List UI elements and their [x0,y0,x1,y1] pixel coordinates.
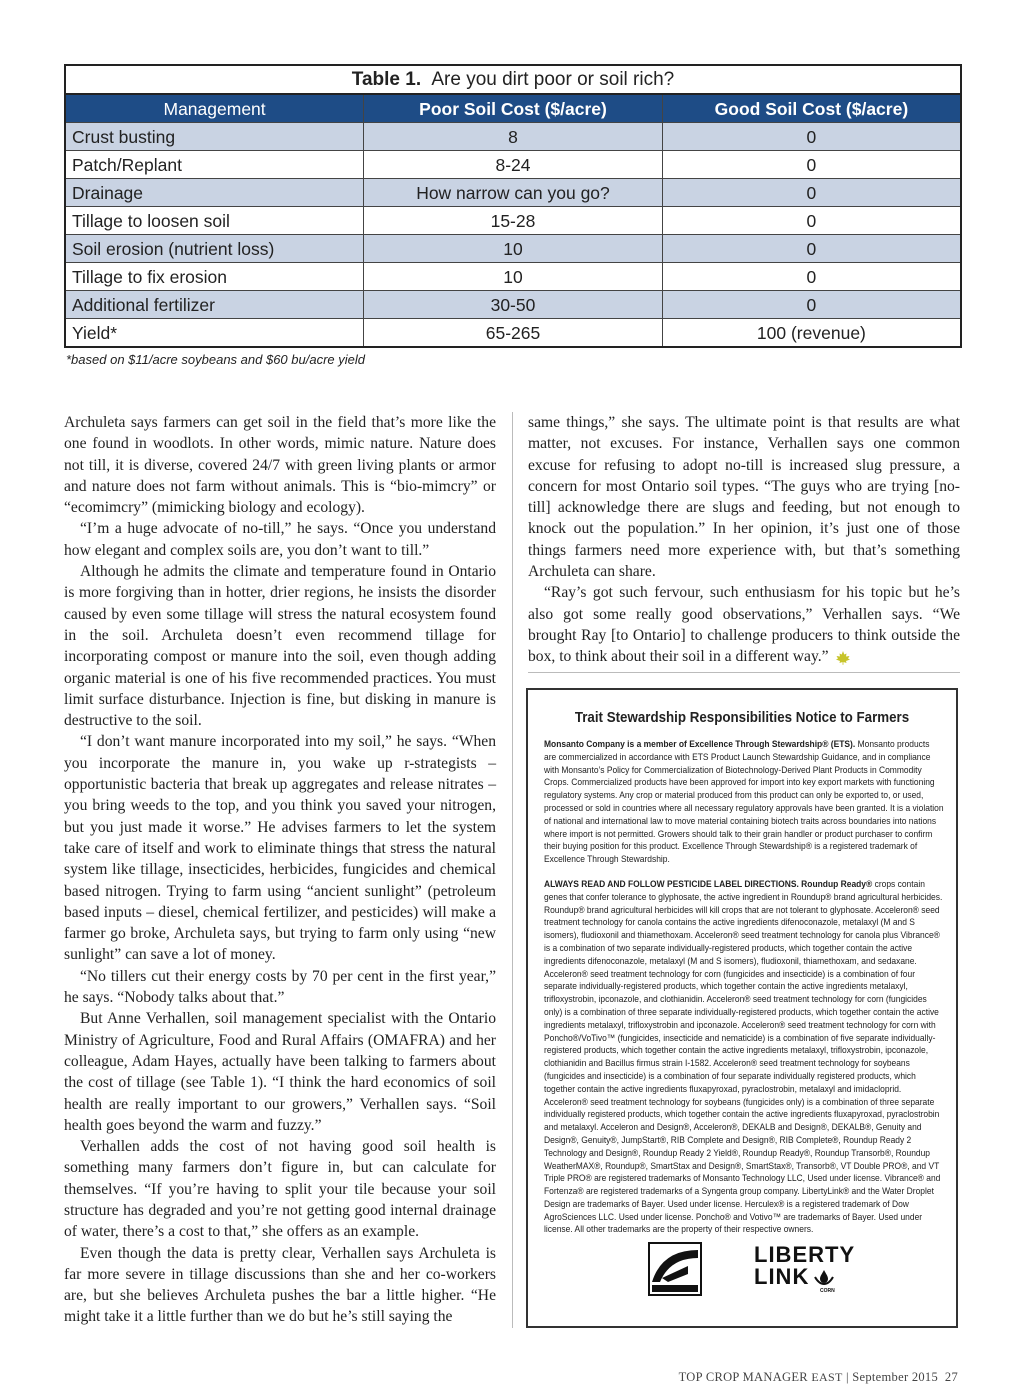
paragraph: Archuleta says farmers can get soil in the field that’s more like the one found in woodlots. In other words, mimic nature. Nature does not till, it is diverse, covered 24/7 with green living plants or armor and nature does not farm without animals. This is “bio-mimcry” or “ecomimcry” (mimicking biology and ecology). [64,414,496,517]
table-row [65,179,961,207]
good-cost: 0 [662,291,961,319]
paragraph: “I don’t want manure incorporated into my soil,” he says. “When you incorporate the manure in, you wake up r-strategists – opportunistic bacteria that break up aggregates and release nitrates – you bring weeds to the top, and you think you saved your nitrogen, but you just made it worse.” He advises farmers to let the system take care of itself and work to eliminate things that stress the natural system like tillage, insecticides, herbicides, fungicides and chemical based nitrogen. Trying to farm using “ancient sunlight” (petroleum based inputs – diesel, chemical fertilizer, and pesticides) will make a farmer go broke, Archuleta says, but trying to farm only using “new sunlight” can save a lot of money. [64,733,496,964]
paragraph: “I’m a huge advocate of no-till,” he says. “Once you understand how elegant and complex soils are, you don’t want to till.” [64,520,496,559]
footer-separator: | [842,1370,853,1384]
good-cost: 0 [662,263,961,291]
logo-row [528,1234,956,1304]
notice-paragraph [544,738,944,866]
page-footer [679,1370,958,1385]
roundup-ready-logo-icon [648,1242,702,1296]
row-label: Crust busting [65,123,364,151]
paragraph: same things,” she says. The ultimate point is that results are what matter, not excuses. For instance, Verhallen says one common excuse for refusing to adopt no-till is increased slug pressure, a concern for most Ontario soil types. “The guys who are trying [no-till] acknowledge there are slugs and feeding, but not enough to knock out the population.” In her opinion, it’s just one of those things farmers need more experience with, but that’s something Archuleta can share. [528,414,960,581]
poor-cost: 30-50 [364,291,663,319]
cost-table [64,64,962,348]
notice-bold-lead: Monsanto Company is a member of Excellence Through Stewardship® (ETS). [544,739,856,749]
notice-paragraph [544,878,944,1236]
paragraph: Although he admits the climate and temperature found in Ontario is more forgiving than in hotter, drier regions, he insists the disorder caused by even some tillage will stress the natural ecosystem found in the soil. Archuleta doesn’t even recommend tillage for incorporating compost or manure into the soil, even though adding organic material is one of his five recommended practices. You must limit surface disturbance. Injection is fine, but disking in manure is destructive to the soil. [64,563,496,730]
section-divider [528,672,960,673]
page-number: 27 [944,1370,958,1384]
magazine-edition: EAST [811,1370,843,1384]
paragraph: Verhallen adds the cost of not having good soil health is something many farmers don’t figure in, but can calculate for themselves. “If you’re having to split your tile because your soil structure has degraded and you’re not getting good internal drainage of water, there’s a cost to that,” she offers as an example. [64,1138,496,1241]
table-row [65,263,961,291]
paragraph: But Anne Verhallen, soil management specialist with the Ontario Ministry of Agriculture, Food and Rural Affairs (OMAFRA) and her colleague, Adam Hayes, actually have been talking to farmers about the cost of tillage (see Table 1). “I think the hard economics of soil health are really important to our growers,” Verhallen says. “Soil health goes beyond the warm and fuzzy.” [64,1010,496,1134]
good-cost: 0 [662,207,961,235]
row-label: Additional fertilizer [65,291,364,319]
liberty-link-logo [754,1244,855,1294]
stewardship-notice [526,688,958,1328]
header-good-soil: Good Soil Cost ($/acre) [662,94,961,123]
row-label: Tillage to loosen soil [65,207,364,235]
poor-cost: 8-24 [364,151,663,179]
liberty-logo-sub: CORN [820,1288,835,1294]
notice-title: Trait Stewardship Responsibilities Notice to Farmers [574,710,910,726]
row-label: Drainage [65,179,364,207]
magazine-title: TOP CROP MANAGER [678,1370,808,1384]
water-droplet-icon [813,1268,835,1286]
table-footnote: *based on $11/acre soybeans and $60 bu/acre yield [66,352,365,367]
good-cost: 0 [662,151,961,179]
table-row [65,207,961,235]
table-row [65,123,961,151]
liberty-logo-line1: LIBERTY [754,1242,856,1267]
paragraph-text: “Ray’s got such fervour, such enthusiasm for his topic but he’s also got some really good observations,” Verhallen says. “We brought Ray [to Ontario] to challenge producers to think outside the box, to think about their soil in a different way.” [528,584,960,666]
table-row [65,291,961,319]
paragraph [528,582,960,667]
notice-bold-lead: ALWAYS READ AND FOLLOW PESTICIDE LABEL DIRECTIONS. Roundup Ready® [544,878,873,889]
poor-cost: 8 [364,123,663,151]
poor-cost: 15-28 [364,207,663,235]
liberty-logo-line2 [754,1266,855,1288]
column-divider [512,412,513,1328]
table-caption-text: Are you dirt poor or soil rich? [431,68,675,90]
issue-date: September 2015 [852,1370,939,1384]
row-label: Yield* [65,319,364,348]
paragraph: Even though the data is pretty clear, Verhallen says Archuleta is far more severe in tillage discussions than she and her co-workers are, but she believes Archuleta pushes the bar a little higher. “He might take it a little further than we do but he’s still saying the [64,1244,496,1326]
table-row [65,151,961,179]
table-row [65,235,961,263]
header-management: Management [65,94,364,123]
notice-text: Monsanto products are commercialized in accordance with ETS Product Launch Stewardship Guidance, and in compliance with Monsanto’s Policy for Commercialization of Biotechnology-Derived Plant Products in Commodity Crops. Commercialized products have been approved for import into key export markets with functioning regulatory systems. Any crop or material produced from this product can only be exported to, or used, processed or sold in countries where all necessary regulatory approvals have been granted. It is a violation of national and international law to move material containing biotech traits across boundaries into nations where import is not permitted. Growers should talk to their grain handler or product purchaser to confirm their buying position for this product. Excellence Through Stewardship® is a registered trademark of Excellence Through Stewardship. [544,739,944,865]
row-label: Soil erosion (nutrient loss) [65,235,364,263]
good-cost: 0 [662,179,961,207]
maple-leaf-end-icon [835,650,851,666]
notice-text: crops contain genes that confer tolerance to glyphosate, the active ingredient in Roundup® brand agricultural herbicides. Roundup® brand agricultural herbicides will kill crops that are not tolerant to glyphosate. Acceleron® seed treatment technology for canola contains the active ingredients difenoconazole, metalaxyl (M and S isomers), fludioxonil and thiamethoxam. Acceleron® seed treatment technology for canola plus Vibrance® is a combination of two separate individually-registered products, which together contain the active ingredients difenoconazole, metalaxyl (M and S isomers), fludioxonil, thiamethoxam, and sedaxane. Acceleron® seed treatment technology for corn (fungicides and insecticide) is a combination of four separate individually-registered products, which together contain the active ingredients metalaxyl, trifloxystrobin, ipconazole, and clothianidin. Acceleron® seed treatment technology for corn (fungicides only) is a combination of three separate individually-registered products, which together contain the active ingredients metalaxyl, trifloxystrobin and ipconazole. Acceleron® seed treatment technology for corn with Poncho®/VoTivo™ (fungicides, insecticide and nematicide) is a combination of five separate individually-registered products, which together contain the active ingredients metalaxyl, trifloxystrobin, ipconazole, clothianidin and Bacillus firmus strain I-1582. Acceleron® seed treatment technology for soybeans (fungicides and insecticide) is a combination of four separate individually registered products, which together contain the active ingredients fluxapyroxad, pyraclostrobin, metalaxyl and imidacloprid. Acceleron® seed treatment technology for soybeans (fungicides only) is a combination of three separate individually registered products, which together contain the active ingredients fluxapyroxad, pyraclostrobin and metalaxyl. Acceleron and Design®, Acceleron®, DEKALB and Design®, DEKALB®, Genuity and Design®, Genuity®, JumpStart®, RIB Complete and Design®, RIB Complete®, Roundup Ready 2 Technology and Design®, Roundup Ready 2 Yield®, Roundup Ready®, Roundup Transorb®, Roundup WeatherMAX®, Roundup®, SmartStax and Design®, SmartStax®, Transorb®, VT Double PRO®, and VT Triple PRO® are registered trademarks of Monsanto Technology LLC, Used under license. Vibrance® and Fortenza® are registered trademarks of a Syngenta group company. LibertyLink® and the Water Droplet Design are trademarks of Bayer. Used under license. Herculex® is a registered trademark of Dow AgroSciences LLC. Used under license. Poncho® and Votivo™ are trademarks of Bayer. Used under license. All other trademarks are the property of their respective owners. [544,878,943,1235]
good-cost: 0 [662,123,961,151]
paragraph: “No tillers cut their energy costs by 70 per cent in the first year,” he says. “Nobody talks about that.” [64,967,496,1007]
row-label: Patch/Replant [65,151,364,179]
table-caption [65,65,961,94]
article-column-left [64,412,496,1328]
good-cost: 100 (revenue) [662,319,961,348]
table-caption-label: Table 1. [351,68,422,90]
table-row [65,319,961,348]
poor-cost: 65-265 [364,319,663,348]
good-cost: 0 [662,235,961,263]
row-label: Tillage to fix erosion [65,263,364,291]
poor-cost: How narrow can you go? [364,179,663,207]
liberty-logo-link: LINK [754,1264,810,1289]
poor-cost: 10 [364,235,663,263]
article-column-right [528,412,960,668]
poor-cost: 10 [364,263,663,291]
header-poor-soil: Poor Soil Cost ($/acre) [364,94,663,123]
